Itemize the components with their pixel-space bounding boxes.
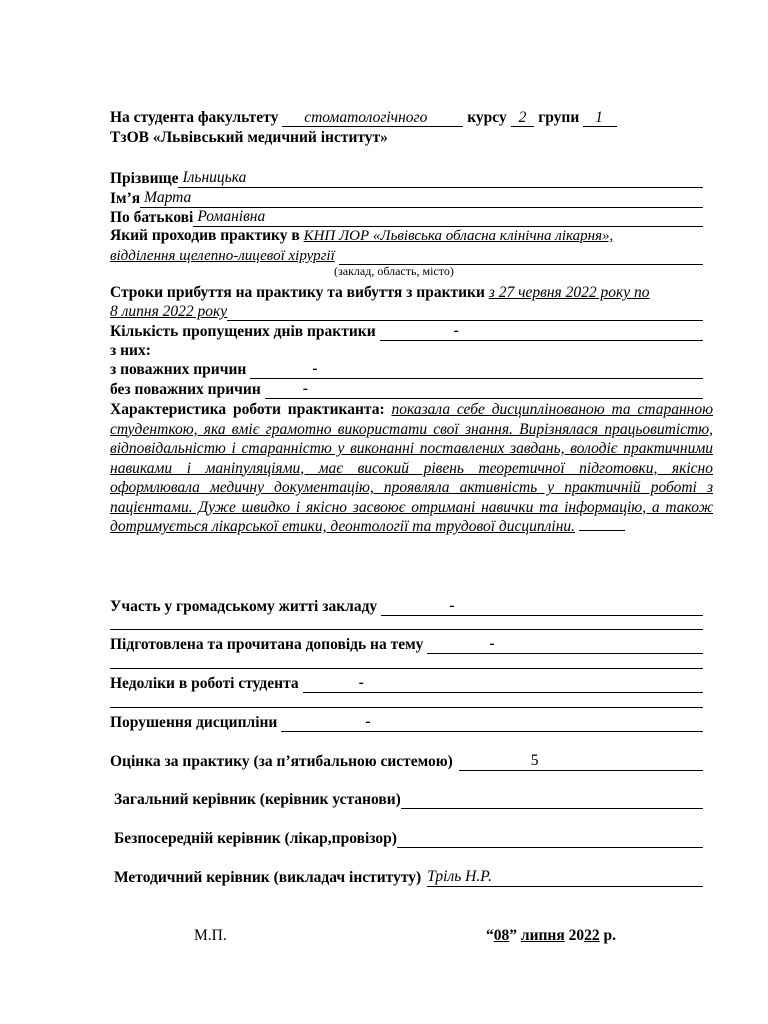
faculty-value: стоматологічного bbox=[282, 109, 463, 127]
date-year-suffix: 22 bbox=[584, 927, 600, 944]
group-value: 1 bbox=[583, 109, 617, 127]
dates-value-2: 8 липня 2022 року bbox=[110, 303, 228, 320]
invalid-label: без поважних причин bbox=[110, 381, 261, 398]
patronymic-label: По батькові bbox=[110, 209, 194, 226]
group-label: групи bbox=[538, 109, 580, 126]
name-row bbox=[110, 188, 703, 208]
dates-label: Строки прибуття на практику та вибуття з практики bbox=[110, 284, 485, 301]
place-value-1: КНП ЛОР «Львівська обласна клінічна лікарня», bbox=[303, 228, 614, 244]
faculty-line bbox=[110, 108, 703, 128]
report-value: - bbox=[489, 635, 495, 652]
grade-label: Оцінка за практику (за п’ятибальною системою) bbox=[110, 753, 453, 770]
invalid-value: - bbox=[302, 380, 308, 397]
direct-supervisor-label: Безпосередній керівник (лікар,провізор) bbox=[114, 830, 397, 847]
of-them-label: з них: bbox=[110, 342, 151, 359]
shortcomings-value: - bbox=[358, 674, 364, 691]
signature-date bbox=[486, 926, 646, 946]
general-supervisor-row bbox=[114, 789, 703, 809]
surname-value: Ільницька bbox=[182, 169, 247, 186]
place-label: Який проходив практику в bbox=[110, 227, 300, 244]
dates-row-2 bbox=[110, 301, 703, 321]
method-supervisor-value: Тріль Н.Р. bbox=[427, 868, 492, 885]
method-supervisor-label: Методичний керівник (викладач інституту) bbox=[114, 869, 422, 886]
characteristic-block bbox=[110, 400, 713, 537]
patronymic-row bbox=[110, 207, 703, 227]
place-row bbox=[110, 226, 703, 246]
valid-row bbox=[110, 359, 703, 379]
report-label: Підготовлена та прочитана доповідь на тему bbox=[110, 636, 424, 653]
name-label: Ім’я bbox=[110, 190, 141, 207]
course-value: 2 bbox=[511, 109, 535, 127]
date-month: липня bbox=[520, 927, 565, 944]
grade-row bbox=[110, 751, 703, 771]
date-quote-open: “ bbox=[486, 927, 494, 944]
shortcomings-row bbox=[110, 673, 703, 693]
direct-supervisor-row bbox=[114, 828, 703, 848]
general-supervisor-label: Загальний керівник (керівник установи) bbox=[114, 791, 401, 808]
discipline-label: Порушення дисципліни bbox=[110, 714, 278, 731]
valid-value: - bbox=[312, 360, 318, 377]
shortcomings-label: Недоліки в роботі студента bbox=[110, 675, 299, 692]
place-value-2: відділення щелепно-лицевої хірургії bbox=[110, 248, 335, 264]
social-value: - bbox=[449, 597, 455, 614]
name-value: Марта bbox=[144, 189, 192, 206]
date-year-prefix: 20 bbox=[568, 927, 585, 944]
dates-row bbox=[110, 283, 703, 303]
missed-label: Кількість пропущених днів практики bbox=[110, 323, 376, 340]
grade-value: 5 bbox=[530, 752, 539, 769]
place-hint: (заклад, область, місто) bbox=[334, 264, 454, 278]
method-supervisor-row bbox=[114, 867, 703, 887]
place-row-2 bbox=[110, 245, 703, 265]
social-label: Участь у громадському житті закладу bbox=[110, 598, 378, 615]
patronymic-value: Романівна bbox=[197, 208, 266, 225]
stamp-mark: М.П. bbox=[194, 927, 227, 944]
dates-value-1: з 27 червня 2022 року по bbox=[488, 284, 650, 301]
missed-value: - bbox=[453, 322, 459, 339]
date-year-end: р. bbox=[603, 927, 616, 944]
date-day: 08 bbox=[493, 927, 510, 944]
social-row bbox=[110, 596, 703, 616]
discipline-value: - bbox=[365, 713, 371, 730]
faculty-label: На студента факультету bbox=[110, 109, 279, 126]
surname-label: Прізвище bbox=[110, 170, 179, 187]
characteristic-text: показала себе дисциплінованою та старанною студенткою, яка вміє грамотно використати свої знання. Вирізнялася працьовитістю, відповідальністю і старанністю у виконанні поставлених завдань, володіє практичними навиками і маніпуляціями, має високий рівень теоретичної підготовки, якісно оформлювала медичну документацію, проявляла активність у практичній роботі з пацієнтами. Дуже швидко і якісно засвоює отримані навички та інформацію, а також дотримується лікарської етики, деонтології та трудової дисципліни. bbox=[110, 401, 713, 535]
valid-label: з поважних причин bbox=[110, 361, 247, 378]
missed-row bbox=[110, 321, 703, 341]
discipline-row bbox=[110, 712, 703, 732]
institution-line: ТзОВ «Львівський медичний інститут» bbox=[110, 129, 388, 146]
characteristic-label: Характеристика роботи практиканта: bbox=[110, 401, 385, 418]
course-label: курсу bbox=[467, 109, 507, 126]
invalid-row bbox=[110, 379, 703, 399]
surname-row bbox=[110, 168, 703, 188]
report-row bbox=[110, 634, 703, 654]
date-quote-close: ” bbox=[509, 927, 517, 944]
